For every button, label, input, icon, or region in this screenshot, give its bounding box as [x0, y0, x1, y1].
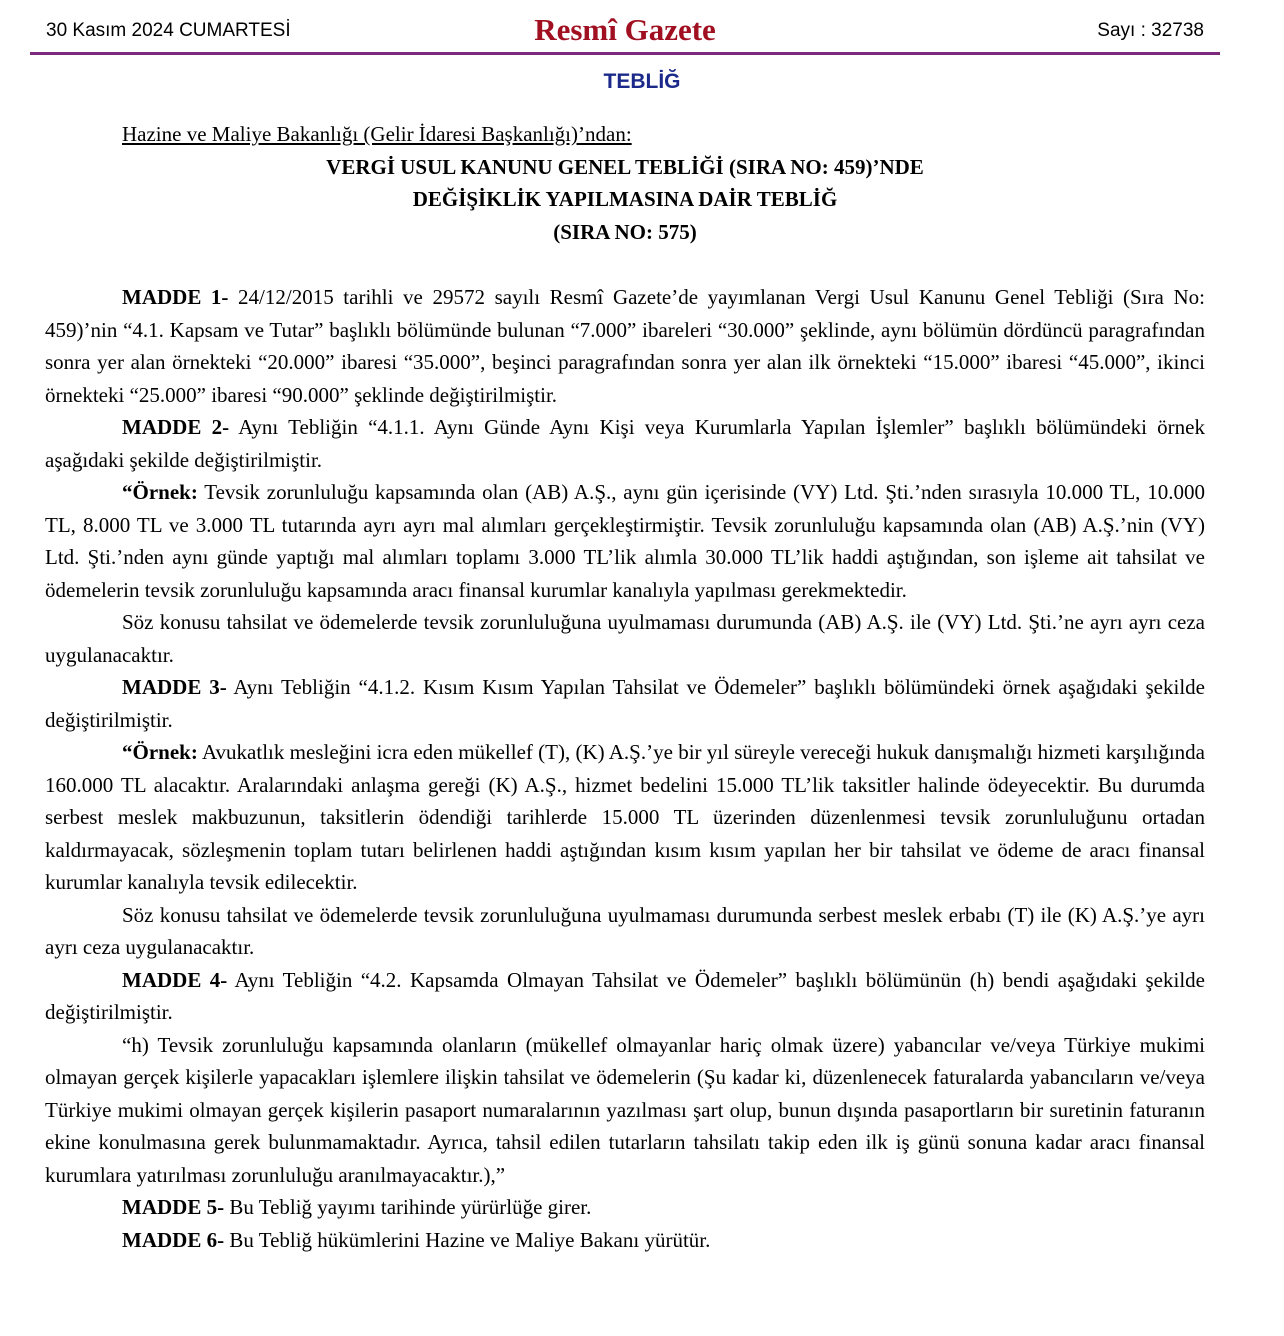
- publication-date: 30 Kasım 2024 CUMARTESİ: [46, 20, 291, 41]
- section-label: TEBLİĞ: [603, 70, 681, 93]
- example-text: Tevsik zorunluluğu kapsamında olan (AB) A.Ş., aynı gün içerisinde (VY) Ltd. Şti.’nden sırasıyla 10.000 TL, 10.000 TL, 8.000 TL ve 3.000 TL tutarında ayrı ayrı mal alımları gerçekleştirmiştir. Tevsik zorunluluğu kapsamında olan (AB) A.Ş.’nin (VY) Ltd. Şti.’nden aynı günde yaptığı mal alımları toplamı 3.000 TL’lik alımla 30.000 TL’lik haddi aştığından, son işleme ait tahsilat ve ödemelerin tevsik zorunluluğu kapsamında aracı finansal kurumlar kanalıyla yapılması gerekmektedir.: [45, 480, 1205, 602]
- paragraph-text: “h) Tevsik zorunluluğu kapsamında olanların (mükellef olmayanlar hariç olmak üzere) yabancılar ve/veya Türkiye mukimi olmayan gerçek kişilerle yapacakları işlemlere ilişkin tahsilat ve ödemelerin (Şu kadar ki, düzenlenecek faturalarda yabancıların ve/veya Türkiye mukimi olmayan gerçek kişilerin pasaport numaralarının yazılması şart olup, bunun dışında pasaportların bir suretinin faturanın ekine konulmasına gerek bulunmamaktadır. Ayrıca, tahsil edilen tutarların tahsilatı takip eden ilk iş günü sonuna kadar aracı finansal kurumlara yatırılması zorunluluğu aranılmayacaktır.),”: [45, 1032, 1205, 1187]
- article-text: Aynı Tebliğin “4.1.1. Aynı Günde Aynı Kişi veya Kurumlarla Yapılan İşlemler” başlıklı bölümündeki örnek aşağıdaki şekilde değiştirilmiştir.: [45, 415, 1205, 472]
- clause-h: [45, 1029, 1205, 1192]
- article-6: [45, 1224, 1205, 1257]
- article-4: [45, 964, 1205, 1029]
- issue-number: Sayı : 32738: [1097, 20, 1204, 41]
- article-lead: MADDE 6-: [122, 1227, 225, 1252]
- penalty-note-2: [45, 899, 1205, 964]
- article-lead: MADDE 4-: [122, 967, 228, 992]
- example-2: [45, 736, 1205, 899]
- title-line-3: (SIRA NO: 575): [553, 219, 697, 244]
- article-3: [45, 671, 1205, 736]
- title-line-1: VERGİ USUL KANUNU GENEL TEBLİĞİ (SIRA NO: 459)’NDE: [326, 154, 924, 179]
- article-text: Aynı Tebliğin “4.1.2. Kısım Kısım Yapılan Tahsilat ve Ödemeler” başlıklı bölümündeki örnek aşağıdaki şekilde değiştirilmiştir.: [45, 675, 1205, 732]
- example-1: [45, 476, 1205, 606]
- article-5: [45, 1191, 1205, 1224]
- article-text: 24/12/2015 tarihli ve 29572 sayılı Resmî Gazete’de yayımlanan Vergi Usul Kanunu Genel Tebliği (Sıra No: 459)’nin “4.1. Kapsam ve Tutar” başlıklı bölümünde bulunan “7.000” ibareleri “30.000” şeklinde, aynı bölümün dördüncü paragrafından sonra yer alan örnekteki “20.000” ibaresi “35.000”, beşinci paragrafından sonra yer alan ilk örnekteki “15.000” ibaresi “45.000”, ikinci örnekteki “25.000” ibaresi “90.000” şeklinde değiştirilmiştir.: [45, 285, 1205, 407]
- gazette-header: [30, 12, 1220, 55]
- article-lead: MADDE 1-: [122, 285, 229, 309]
- paragraph-text: Söz konusu tahsilat ve ödemelerde tevsik zorunluluğuna uyulmaması durumunda serbest meslek erbabı (T) ile (K) A.Ş.’ye ayrı ayrı ceza uygulanacaktır.: [45, 902, 1205, 959]
- example-lead: “Örnek:: [122, 480, 198, 504]
- article-text: Bu Tebliğ yayımı tarihinde yürürlüğe girer.: [224, 1195, 592, 1219]
- penalty-note-1: [45, 606, 1205, 671]
- article-1: [45, 281, 1205, 411]
- spacer: [45, 248, 1205, 281]
- article-2: [45, 411, 1205, 476]
- article-lead: MADDE 2-: [122, 415, 230, 439]
- article-lead: MADDE 5-: [122, 1195, 225, 1219]
- article-lead: MADDE 3-: [122, 675, 227, 699]
- example-text: Avukatlık mesleğini icra eden mükellef (T), (K) A.Ş.’ye bir yıl süreyle vereceği hukuk danışmalığı hizmeti karşılığında 160.000 TL alacaktır. Aralarındaki anlaşma gereği (K) A.Ş., hizmet bedelini 15.000 TL’lik taksitler halinde ödeyecektir. Bu durumda serbest meslek makbuzunun, taksitlerin ödendiği tarihlerde 15.000 TL üzerinden düzenlenmesi tevsik zorunluluğunu ortadan kaldırmayacak, sözleşmenin toplam tutarı belirlenen haddi aştığından kısım kısım yapılan her bir tahsilat ve ödeme de aracı finansal kurumlar kanalıyla tevsik edilecektir.: [45, 740, 1205, 894]
- gazette-title: Resmî Gazete: [534, 12, 716, 47]
- paragraph-text: Söz konusu tahsilat ve ödemelerde tevsik zorunluluğuna uyulmaması durumunda (AB) A.Ş. ile (VY) Ltd. Şti.’ne ayrı ayrı ceza uygulanacaktır.: [45, 610, 1205, 667]
- article-text: Bu Tebliğ hükümlerini Hazine ve Maliye Bakanı yürütür.: [224, 1227, 711, 1252]
- issuing-ministry: Hazine ve Maliye Bakanlığı (Gelir İdaresi Başkanlığı)’ndan:: [122, 122, 632, 146]
- document-body: [45, 118, 1205, 1256]
- article-text: Aynı Tebliğin “4.2. Kapsamda Olmayan Tahsilat ve Ödemeler” başlıklı bölümünün (h) bendi aşağıdaki şekilde değiştirilmiştir.: [45, 967, 1205, 1024]
- title-line-2: DEĞİŞİKLİK YAPILMASINA DAİR TEBLİĞ: [412, 187, 838, 211]
- example-lead: “Örnek:: [122, 740, 198, 764]
